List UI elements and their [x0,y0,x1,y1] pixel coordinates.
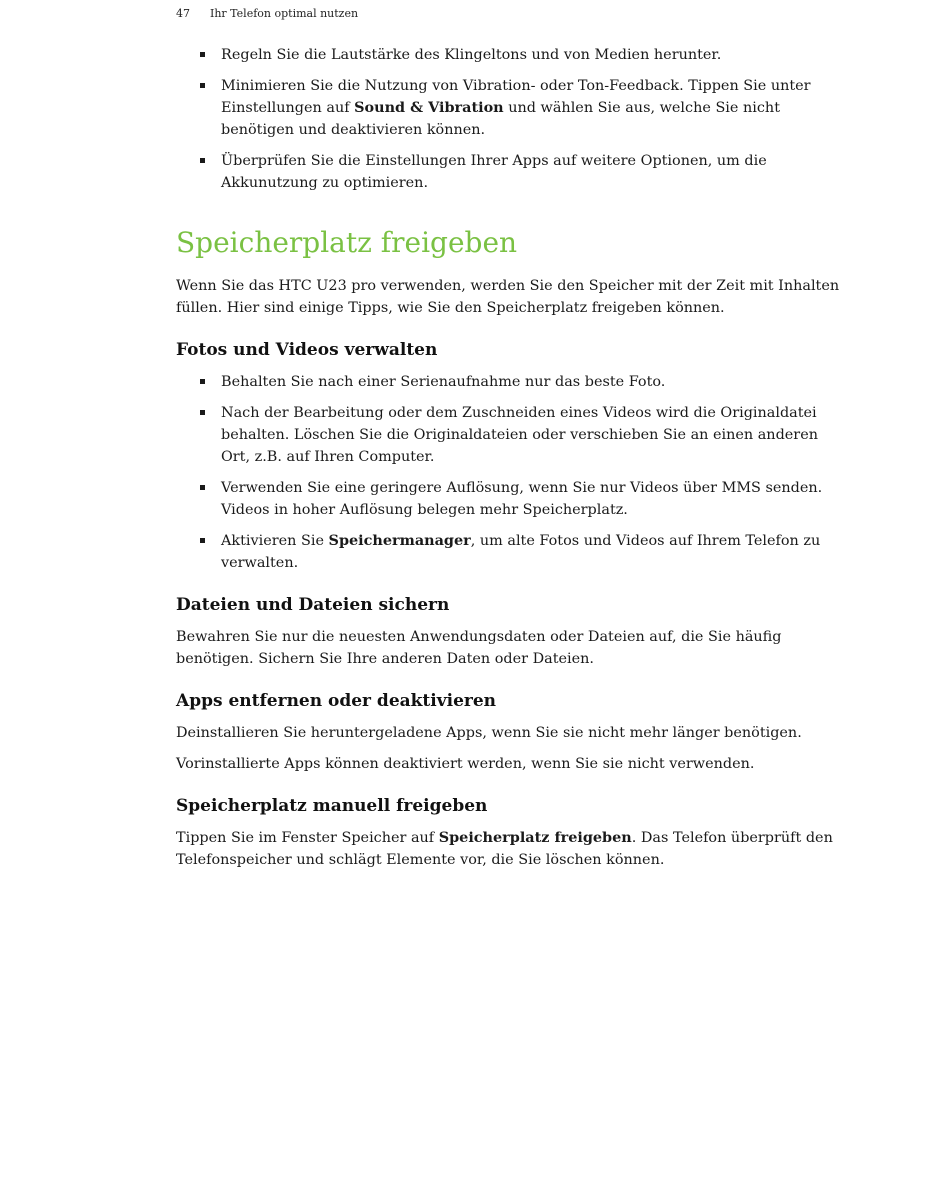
apps-text-uninstall: Deinstallieren Sie heruntergeladene Apps, wenn Sie sie nicht mehr länger benötigen. [176,725,802,741]
bullet-icon [200,410,205,415]
bullet-icon [200,52,205,57]
subheading-apps: Apps entfernen oder deaktivieren [176,691,497,711]
photos-tips-list [176,371,841,574]
bullet-icon [200,83,205,88]
bullet-icon [200,538,205,543]
list-item: Aktivieren Sie Speichermanager, um alte Fotos und Videos auf Ihrem Telefon zu verwalten. [176,530,841,574]
bullet-icon [200,158,205,163]
battery-tips-list [176,44,841,194]
subheading-photos: Fotos und Videos verwalten [176,340,438,360]
backup-text: Bewahren Sie nur die neuesten Anwendungsdaten oder Dateien auf, die Sie häufig benötigen. Sichern Sie Ihre anderen Daten oder Dateien. [176,629,782,667]
list-item: Regeln Sie die Lautstärke des Klingeltons und von Medien herunter. [176,44,841,66]
list-item: Verwenden Sie eine geringere Auflösung, wenn Sie nur Videos über MMS senden. Videos in hoher Auflösung belegen mehr Speicherplatz. [176,477,841,521]
bold-term: Speichermanager [328,532,471,549]
page-number: 47 [176,7,190,20]
page-content [176,44,841,880]
list-item: Minimieren Sie die Nutzung von Vibration- oder Ton-Feedback. Tippen Sie unter Einstellungen auf Sound & Vibration und wählen Sie aus, welche Sie nicht benötigen und deaktivieren können. [176,75,841,141]
list-item: Nach der Bearbeitung oder dem Zuschneiden eines Videos wird die Originaldatei behalten. Löschen Sie die Originaldateien oder verschieben Sie an einen anderen Ort, z.B. auf Ihren Computer. [176,402,841,468]
list-item: Behalten Sie nach einer Serienaufnahme nur das beste Foto. [176,371,841,393]
bullet-icon [200,379,205,384]
bold-term: Speicherplatz freigeben [438,829,632,846]
bullet-icon [200,485,205,490]
chapter-title: Ihr Telefon optimal nutzen [210,7,359,20]
section-title: Speicherplatz freigeben [176,226,518,259]
running-header [176,7,358,20]
list-item: Überprüfen Sie die Einstellungen Ihrer Apps auf weitere Optionen, um die Akkunutzung zu optimieren. [176,150,841,194]
manual-text: Tippen Sie im Fenster Speicher auf Speicherplatz freigeben. Das Telefon überprüft den Telefonspeicher und schlägt Elemente vor, die Sie löschen können. [176,829,833,868]
subheading-backup: Dateien und Dateien sichern [176,595,450,615]
section-intro: Wenn Sie das HTC U23 pro verwenden, werden Sie den Speicher mit der Zeit mit Inhalten füllen. Hier sind einige Tipps, wie Sie den Speicherplatz freigeben können. [176,278,840,316]
apps-text-disable: Vorinstallierte Apps können deaktiviert werden, wenn Sie sie nicht verwenden. [176,756,755,772]
bold-term: Sound & Vibration [354,99,504,116]
subheading-manual: Speicherplatz manuell freigeben [176,796,488,816]
